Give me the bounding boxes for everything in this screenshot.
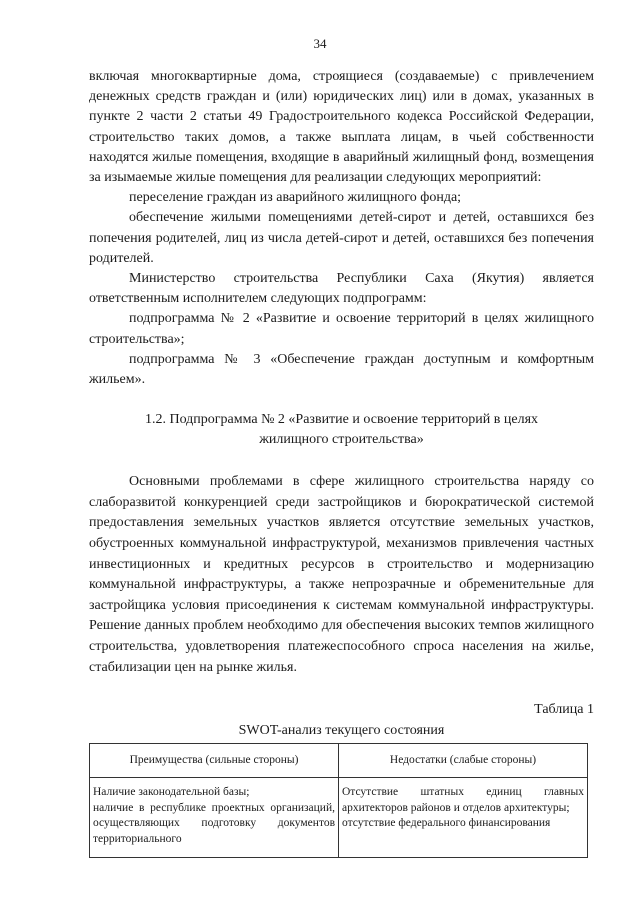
swot-table	[89, 743, 588, 859]
weaknesses-line-1: Отсутствие штатных единиц главных архитекторов районов и отделов архитектуры;	[342, 786, 584, 814]
intro-paragraph-4: Министерство строительства Республики Саха (Якутия) является ответственным исполнителем следующих подпрограмм:	[89, 271, 594, 307]
strengths-line-1: Наличие законодательной базы;	[93, 786, 250, 799]
intro-paragraph-1: включая многоквартирные дома, строящиеся (создаваемые) с привлечением денежных средств граждан и (или) юридических лиц) или в домах, указанных в пункте 2 части 2 статьи 49 Градостроительного кодекса Российской Федерации, строительство таких домов, а также выплата лицам, в чьей собственности находятся жилые помещения, входящие в аварийный жилищный фонд, возмещения за изымаемые жилые помещения для реализации следующих мероприятий:	[89, 69, 594, 186]
table-header-strengths: Преимущества (сильные стороны)	[90, 743, 339, 778]
intro-paragraph-5: подпрограмма № 2 «Развитие и освоение территорий в целях жилищного строительства»;	[89, 311, 594, 347]
intro-paragraph-2: переселение граждан из аварийного жилищного фонда;	[129, 190, 462, 206]
table-label: Таблица 1	[534, 702, 594, 718]
table-header-row	[90, 743, 588, 778]
weaknesses-cell	[339, 778, 588, 858]
strengths-line-2: наличие в республике проектных организаций, осуществляющих подготовку документов территориального	[93, 801, 335, 845]
main-paragraph: Основными проблемами в сфере жилищного строительства наряду со слаборазвитой конкуренцией среди застройщиков и бюрократической системой предоставления земельных участков является отсутствие земельных участков, обустроенных коммунальной инфраструктурой, механизмов привлечения частных инвестиционных и кредитных ресурсов в строительство и модернизацию коммунальной инфраструктуры, а также непрозрачные и обременительные для застройщика условия присоединения к системам коммунальной инфраструктуры. Решение данных проблем необходимо для обеспечения высоких темпов жилищного строительства, удовлетворения платежеспособного спроса населения на жилье, стабилизации цен на рынке жилья.	[89, 474, 594, 675]
intro-paragraph-3: обеспечение жилыми помещениями детей-сирот и детей, оставшихся без попечения родителей, лиц из числа детей-сирот и детей, оставшихся без попечения родителей.	[89, 210, 594, 266]
section-heading	[89, 410, 594, 450]
table-row	[90, 778, 588, 858]
section-heading-line-2: жилищного строительства»	[259, 432, 424, 448]
weaknesses-line-2: отсутствие федерального финансирования	[342, 817, 551, 830]
table-caption: SWOT-анализ текущего состояния	[238, 723, 445, 739]
section-heading-line-1: 1.2. Подпрограмма № 2 «Развитие и освоение территорий в целях	[144, 412, 539, 428]
intro-paragraph-6: подпрограмма № 3 «Обеспечение граждан доступным и комфортным жильем».	[89, 351, 594, 388]
document-body	[89, 67, 594, 858]
strengths-cell	[90, 778, 339, 858]
table-header-weaknesses: Недостатки (слабые стороны)	[339, 743, 588, 778]
page-number: 34	[313, 36, 327, 51]
